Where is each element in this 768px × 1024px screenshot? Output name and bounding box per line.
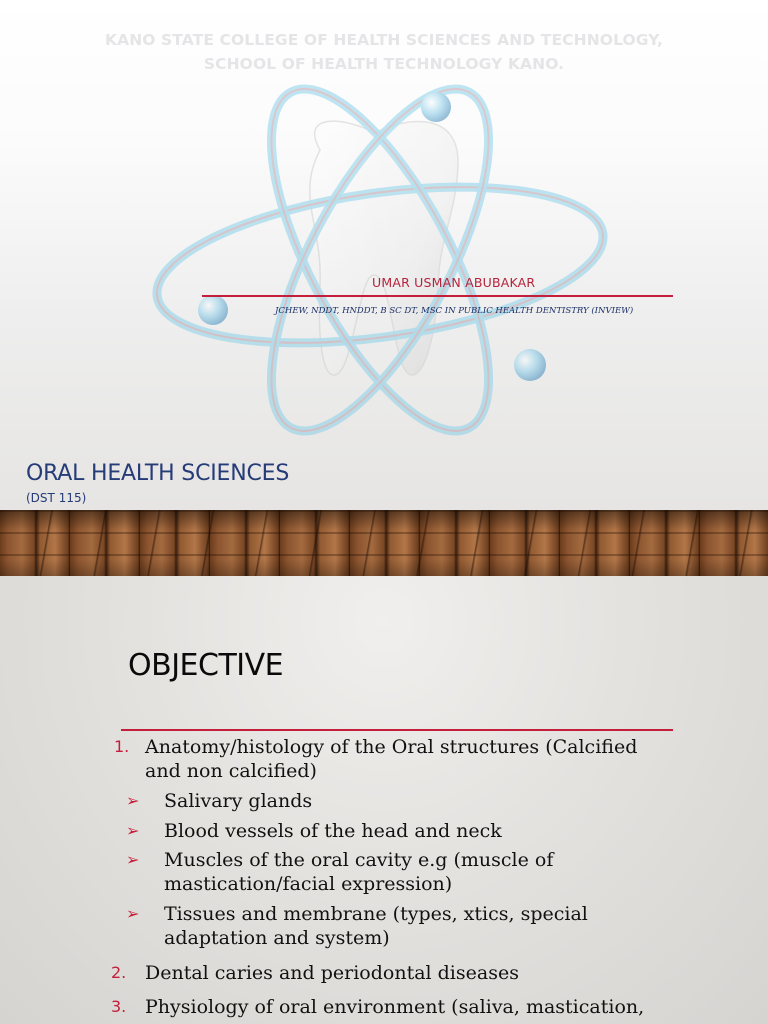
divider-line <box>202 295 673 297</box>
list-item: Physiology of oral environment (saliva, mastication, <box>145 996 645 1018</box>
list-item: Blood vessels of the head and neck <box>164 820 502 842</box>
list-item: Muscles of the oral cavity e.g (muscle of mastication/facial expression) <box>164 849 554 895</box>
objective-list <box>0 576 768 1024</box>
college-line-2: SCHOOL OF HEALTH TECHNOLOGY KANO. <box>203 55 565 73</box>
college-line-1: KANO STATE COLLEGE OF HEALTH SCIENCES AND TECHNOLOGY, <box>104 31 663 49</box>
college-header <box>0 28 768 76</box>
objective-slide <box>0 576 768 1024</box>
list-item: Tissues and membrane (types, xtics, special adaptation and system) <box>164 903 588 949</box>
arrow-bullet-icon: ➢ <box>126 850 140 869</box>
course-code: (DST 115) <box>26 491 87 505</box>
list-item: Salivary glands <box>164 790 313 812</box>
list-item: Anatomy/histology of the Oral structures (Calcified and non calcified) <box>145 736 638 782</box>
presenter-name: UMAR USMAN ABUBAKAR <box>372 275 536 290</box>
objective-title: OBJECTIVE <box>128 648 284 683</box>
arrow-bullet-icon: ➢ <box>126 791 140 810</box>
presenter-qualifications: JCHEW, NDDT, HNDDT, B SC DT, MSC IN PUBLIC HEALTH DENTISTRY (INVIEW) <box>275 306 634 316</box>
arrow-bullet-icon: ➢ <box>126 904 140 923</box>
list-item: Dental caries and periodontal diseases <box>145 962 519 984</box>
list-number-2: 2. <box>111 963 127 982</box>
list-number-1: 1. <box>114 737 130 756</box>
arrow-bullet-icon: ➢ <box>126 821 140 840</box>
course-title: ORAL HEALTH SCIENCES <box>26 461 290 486</box>
tooth-atom-illustration <box>140 75 620 445</box>
wood-floor-texture <box>0 510 768 576</box>
list-number-3: 3. <box>111 997 127 1016</box>
